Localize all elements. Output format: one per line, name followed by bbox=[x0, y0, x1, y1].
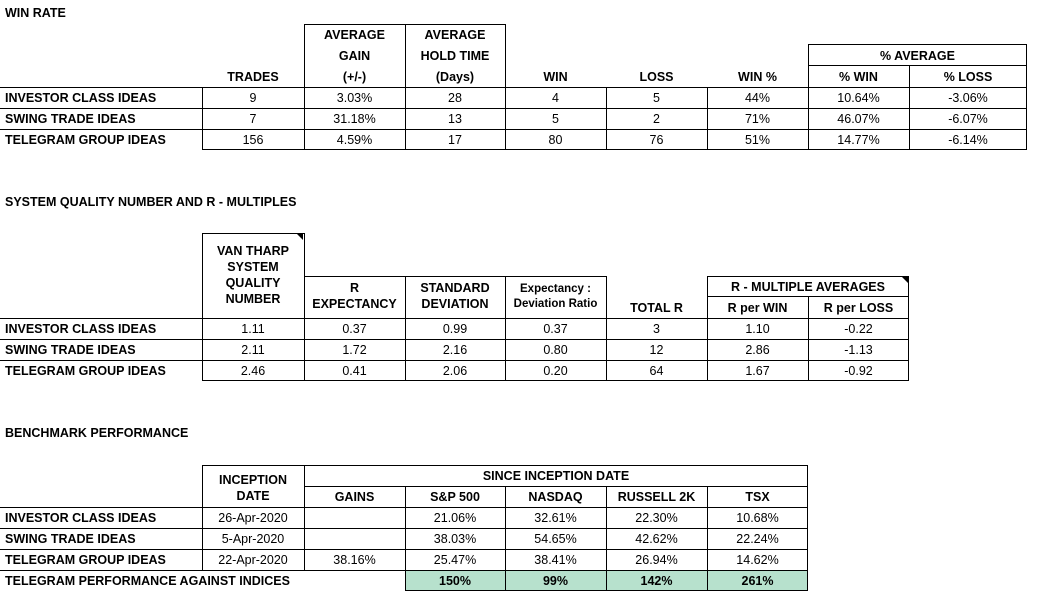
cell-gains bbox=[304, 528, 405, 549]
cell-win-pct: 71% bbox=[744, 111, 771, 126]
header-russell: RUSSELL 2K bbox=[617, 489, 696, 504]
header-inception-1: INCEPTION bbox=[218, 472, 288, 487]
cell-avg-gain: 3.03% bbox=[336, 90, 373, 105]
header-avg-gain-2: GAIN bbox=[338, 48, 371, 63]
cell-avg-gain: 4.59% bbox=[336, 132, 373, 147]
cell-pct-win: 10.64% bbox=[837, 90, 880, 105]
cell-nasdaq: 54.65% bbox=[534, 531, 577, 546]
cell-avg-hold: 17 bbox=[448, 132, 462, 147]
header-vt-1: VAN THARP bbox=[217, 244, 289, 258]
header-avg-hold-1: AVERAGE bbox=[424, 27, 486, 42]
sqn-title: SYSTEM QUALITY NUMBER AND R - MULTIPLES bbox=[5, 195, 297, 209]
header-vt-4: NUMBER bbox=[225, 292, 281, 306]
cell-loss: 2 bbox=[653, 111, 660, 126]
header-trades: TRADES bbox=[227, 69, 279, 84]
row-label: INVESTOR CLASS IDEAS bbox=[5, 90, 157, 105]
cell-r-exp: 1.72 bbox=[342, 342, 367, 357]
header-ratio-2: Deviation Ratio bbox=[513, 297, 598, 310]
cell-tsx: 22.24% bbox=[736, 531, 779, 546]
cell-total-r: 12 bbox=[649, 342, 664, 357]
header-r-exp-2: EXPECTANCY bbox=[312, 297, 397, 311]
row-label: INVESTOR CLASS IDEAS bbox=[5, 321, 157, 336]
cell-win: 5 bbox=[552, 111, 559, 126]
cell-std: 2.06 bbox=[442, 363, 468, 378]
cell-r-win: 2.86 bbox=[745, 342, 770, 357]
header-r-exp-1: R bbox=[349, 281, 360, 295]
cell-r-loss: -1.13 bbox=[844, 342, 873, 357]
cell-std: 2.16 bbox=[442, 342, 468, 357]
cell-date: 5-Apr-2020 bbox=[221, 531, 285, 546]
benchmark-title: BENCHMARK PERFORMANCE bbox=[5, 426, 189, 440]
cell-vt: 2.11 bbox=[241, 342, 265, 357]
cell-r-exp: 0.41 bbox=[342, 363, 367, 378]
cell-trades: 156 bbox=[242, 132, 264, 147]
cell-russell: 42.62% bbox=[635, 531, 678, 546]
cell-russell: 22.30% bbox=[635, 510, 678, 525]
cell-total-r: 64 bbox=[649, 363, 664, 378]
row-label: INVESTOR CLASS IDEAS bbox=[5, 510, 157, 525]
cell-tsx: 14.62% bbox=[736, 552, 779, 567]
header-tsx: TSX bbox=[745, 489, 770, 504]
header-sp500: S&P 500 bbox=[430, 489, 480, 504]
cell-gains: 38.16% bbox=[333, 552, 376, 567]
header-avg-hold-2: HOLD TIME bbox=[420, 48, 490, 63]
header-ratio-1: Expectancy : bbox=[520, 282, 591, 295]
cell-pct-win: 14.77% bbox=[837, 132, 880, 147]
cell-vt: 2.46 bbox=[240, 363, 266, 378]
header-pct-loss: % LOSS bbox=[943, 69, 993, 84]
header-total-r: TOTAL R bbox=[630, 300, 683, 315]
cell-trades: 7 bbox=[249, 111, 257, 126]
cell-r-win: 1.67 bbox=[745, 363, 770, 378]
cell-perf-russell: 142% bbox=[606, 570, 707, 591]
cell-loss: 76 bbox=[649, 132, 664, 147]
header-avg-gain-3: (+/-) bbox=[342, 69, 367, 84]
header-avg-gain-1: AVERAGE bbox=[324, 27, 385, 42]
cell-russell: 26.94% bbox=[635, 552, 678, 567]
cell-loss: 5 bbox=[653, 90, 660, 105]
cell-win-pct: 44% bbox=[744, 90, 771, 105]
header-std-1: STANDARD bbox=[420, 281, 490, 295]
cell-r-exp: 0.37 bbox=[342, 321, 367, 336]
cell-total-r: 3 bbox=[653, 321, 660, 336]
row-label: SWING TRADE IDEAS bbox=[5, 342, 136, 357]
cell-pct-loss: -6.07% bbox=[948, 111, 988, 126]
header-loss: LOSS bbox=[639, 69, 674, 84]
header-win: WIN bbox=[543, 69, 568, 84]
cell-perf-tsx: 261% bbox=[707, 570, 808, 591]
cell-ratio: 0.80 bbox=[543, 342, 568, 357]
row-label: TELEGRAM GROUP IDEAS bbox=[5, 363, 166, 378]
cell-ratio: 0.37 bbox=[543, 321, 568, 336]
header-win-pct: WIN % bbox=[738, 69, 777, 84]
row-label-performance: TELEGRAM PERFORMANCE AGAINST INDICES bbox=[5, 573, 290, 588]
row-label: TELEGRAM GROUP IDEAS bbox=[5, 132, 166, 147]
cell-std: 0.99 bbox=[442, 321, 468, 336]
row-label: SWING TRADE IDEAS bbox=[5, 531, 136, 546]
header-r-per-win: R per WIN bbox=[727, 300, 788, 315]
header-gains: GAINS bbox=[334, 489, 375, 504]
header-since-inception: SINCE INCEPTION DATE bbox=[482, 468, 630, 483]
cell-perf-nasdaq: 99% bbox=[505, 570, 606, 591]
header-pct-win: % WIN bbox=[839, 69, 878, 84]
header-vt-2: SYSTEM bbox=[227, 260, 279, 274]
cell-r-win: 1.10 bbox=[745, 321, 770, 336]
cell-perf-sp500: 150% bbox=[405, 570, 505, 591]
cell-pct-loss: -3.06% bbox=[948, 90, 988, 105]
cell-sp500: 25.47% bbox=[433, 552, 477, 567]
header-avg-hold-3: (Days) bbox=[435, 69, 475, 84]
cell-sp500: 21.06% bbox=[433, 510, 477, 525]
header-nasdaq: NASDAQ bbox=[528, 489, 583, 504]
cell-avg-hold: 13 bbox=[448, 111, 462, 126]
cell-gains bbox=[304, 507, 405, 528]
header-vt-3: QUALITY bbox=[225, 276, 281, 290]
header-inception-2: DATE bbox=[236, 488, 270, 503]
comment-marker bbox=[297, 234, 303, 240]
header-std-2: DEVIATION bbox=[421, 297, 489, 311]
cell-r-loss: -0.22 bbox=[844, 321, 873, 336]
cell-avg-gain: 31.18% bbox=[333, 111, 376, 126]
cell-pct-loss: -6.14% bbox=[948, 132, 988, 147]
cell-date: 22-Apr-2020 bbox=[218, 552, 288, 567]
cell-ratio: 0.20 bbox=[543, 363, 568, 378]
cell-pct-win: 46.07% bbox=[837, 111, 880, 126]
cell-date: 26-Apr-2020 bbox=[218, 510, 288, 525]
cell-nasdaq: 38.41% bbox=[534, 552, 577, 567]
header-pct-average: % AVERAGE bbox=[879, 48, 955, 63]
cell-win: 4 bbox=[552, 90, 559, 105]
cell-sp500: 38.03% bbox=[433, 531, 477, 546]
row-label: TELEGRAM GROUP IDEAS bbox=[5, 552, 166, 567]
cell-vt: 1.11 bbox=[241, 321, 265, 336]
cell-r-loss: -0.92 bbox=[844, 363, 873, 378]
cell-tsx: 10.68% bbox=[736, 510, 779, 525]
cell-nasdaq: 32.61% bbox=[534, 510, 577, 525]
header-r-multiple-averages: R - MULTIPLE AVERAGES bbox=[731, 279, 885, 294]
row-label: SWING TRADE IDEAS bbox=[5, 111, 136, 126]
cell-win-pct: 51% bbox=[744, 132, 771, 147]
cell-avg-hold: 28 bbox=[448, 90, 462, 105]
header-r-per-loss: R per LOSS bbox=[823, 300, 894, 315]
win-rate-title: WIN RATE bbox=[5, 6, 66, 20]
cell-trades: 9 bbox=[249, 90, 257, 105]
cell-win: 80 bbox=[548, 132, 563, 147]
